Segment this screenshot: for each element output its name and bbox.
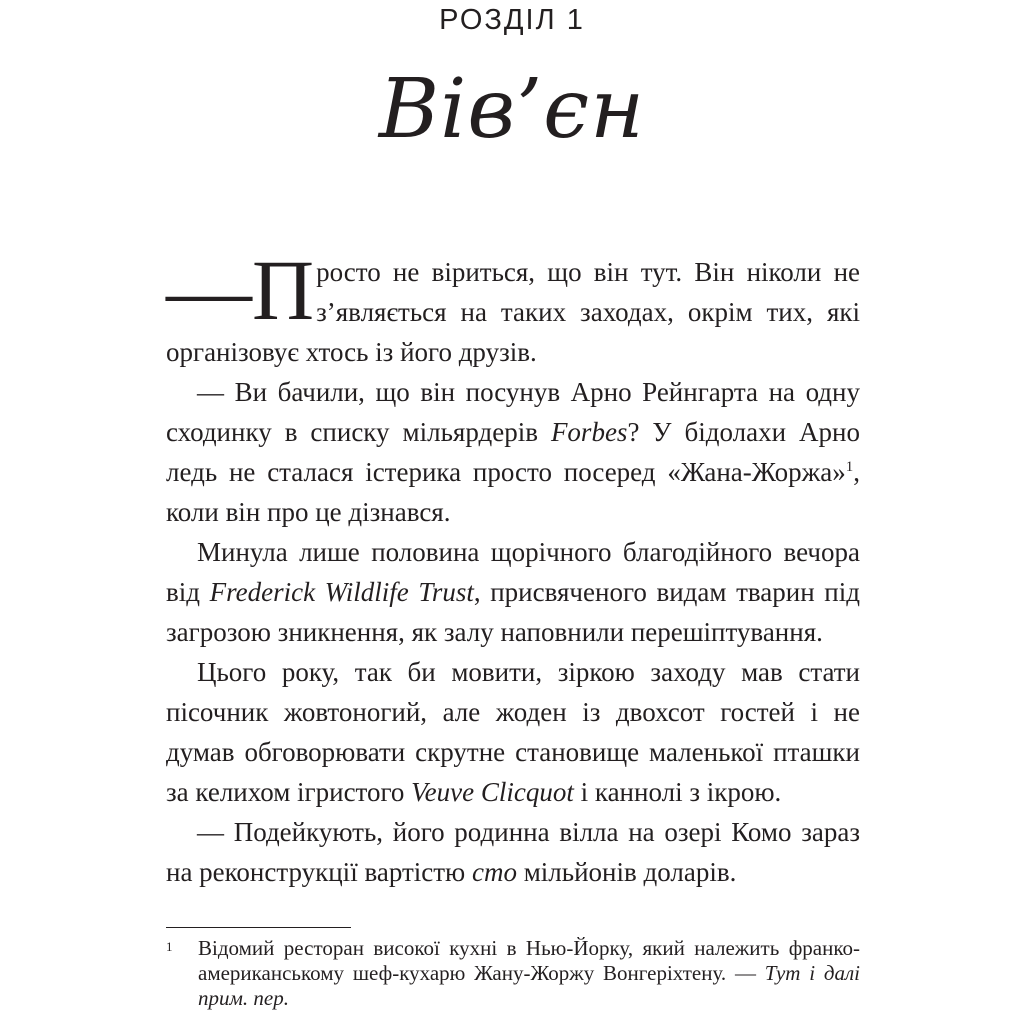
drop-cap: —П <box>166 242 315 338</box>
paragraph-2 <box>166 372 860 532</box>
chapter-title: Вів’єн <box>378 62 646 157</box>
body-text <box>166 242 860 892</box>
paragraph-5-text-a: — Подейкують, його родинна вілла на озері Комо зараз на реконструкції вартістю <box>166 817 860 887</box>
footnote-text <box>198 936 860 1011</box>
footnote-reference: 1 <box>845 459 854 475</box>
paragraph-3-text-a: Минула лише половина щорічного благодійного вечора від <box>166 537 860 607</box>
footnote-divider <box>166 927 351 928</box>
paragraph-2-text-c: , коли він про це дізнався. <box>166 457 860 527</box>
paragraph-5 <box>166 812 860 892</box>
paragraph-3-italic: Frederick Wildlife Trust <box>209 577 474 607</box>
footnote-body: Відомий ресторан високої кухні в Нью-Йорку, який належить франко-американському шеф-кухарю Жану-Жоржу Вонгеріхтену. — <box>198 936 860 985</box>
paragraph-5-text-b: мільйонів доларів. <box>516 857 737 887</box>
footnote-italic: Тут і далі прим. пер. <box>198 961 860 1010</box>
chapter-label: РОЗДІЛ 1 <box>439 4 585 36</box>
paragraph-1 <box>166 242 860 372</box>
paragraph-5-italic: сто <box>471 857 517 887</box>
footnote-marker: 1 <box>166 939 173 954</box>
paragraph-4-italic: Veuve Clicquot <box>411 777 574 807</box>
paragraph-4-text-a: Цього року, так би мовити, зіркою заходу мав стати пісочник жовтоногий, але жоден із двохсот гостей і не думав обговорювати скрутне становище маленької пташки за келихом ігристого <box>166 657 860 807</box>
paragraph-2-text-b: ? У бідолахи Арно ледь не сталася істерика просто посеред «Жана-Жоржа» <box>166 417 860 487</box>
paragraph-3 <box>166 532 860 652</box>
paragraph-2-italic: Forbes <box>550 417 628 447</box>
paragraph-3-text-b: , присвяченого видам тварин під загрозою зникнення, як залу наповнили перешіптування. <box>166 577 860 647</box>
paragraph-1-text: росто не віриться, що він тут. Він ніколи не з’являється на таких заходах, окрім тих, які організовує хтось із його друзів. <box>166 257 860 367</box>
paragraph-4-text-b: і каннолі з ікрою. <box>573 777 782 807</box>
paragraph-2-text-a: — Ви бачили, що він посунув Арно Рейнгарта на одну сходинку в списку мільярдерів <box>166 377 860 447</box>
footnote <box>166 936 860 1011</box>
paragraph-4 <box>166 652 860 812</box>
